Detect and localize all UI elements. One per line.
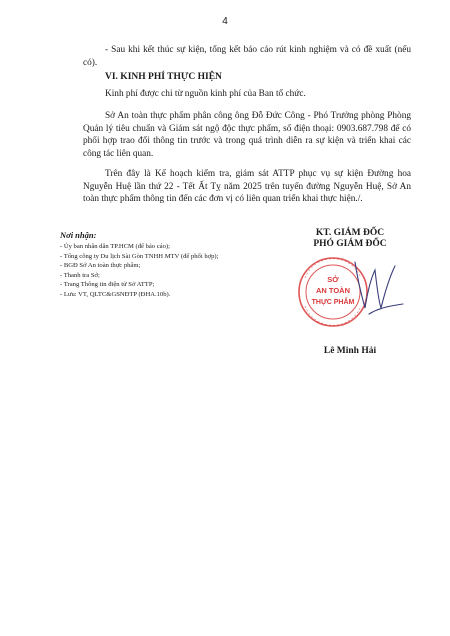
recipients-block xyxy=(60,230,290,300)
seal-text-line: AN TOÀN xyxy=(315,286,351,295)
signature-title-block xyxy=(290,228,410,249)
recipient-item: - Tổng công ty Du lịch Sài Gòn TNHH MTV (để phối hợp); xyxy=(60,252,219,260)
recipients-list xyxy=(60,242,290,300)
recipient-item: - Trang Thông tin điện tử Sở ATTP; xyxy=(60,281,155,289)
handwritten-signature xyxy=(355,262,403,314)
signature-title-line1: KT. GIÁM ĐỐC xyxy=(315,228,385,238)
recipient-item: - Thanh tra Sở; xyxy=(60,271,100,279)
signer-name: Lê Minh Hải xyxy=(323,346,377,356)
recipient-item: - Ủy ban nhân dân TP.HCM (để báo cáo); xyxy=(60,243,170,250)
official-seal-and-signature xyxy=(293,248,413,338)
seal-text-line: THỰC PHẨM xyxy=(311,299,355,306)
paragraph-after-event: - Sau khi kết thúc sự kiện, tổng kết báo cáo rút kinh nghiệm và có đề xuất (nếu có). xyxy=(83,45,411,68)
paragraph-funding: Kinh phí được chi từ nguồn kinh phí của Ban tổ chức. xyxy=(105,89,306,99)
recipient-item: - BGĐ Sở An toàn thực phẩm; xyxy=(60,262,141,270)
section-heading: VI. KINH PHÍ THỰC HIỆN xyxy=(105,72,222,82)
paragraph-assignment: Sở An toàn thực phẩm phân công ông Đỗ Đức Công - Phó Trưởng phòng Phòng Quản lý tiêu chuẩn và Giám sát ngộ độc thực phẩm, số điện thoại: 0903.687.798 để có phối hợp trao đổi thông tin trước và trong quá trình diễn ra sự kiện và triển khai các công tác liên quan. xyxy=(83,111,411,159)
recipients-title: Nơi nhận: xyxy=(60,230,97,240)
signature-title-line2: PHÓ GIÁM ĐỐC xyxy=(313,239,387,249)
seal-text-line: SỞ xyxy=(327,275,339,284)
page-number: 4 xyxy=(222,16,228,27)
seal-stamp-icon xyxy=(293,248,413,338)
recipient-item: - Lưu: VT, QLTC&GSNĐTP (ĐHA.10b). xyxy=(60,290,171,298)
paragraph-closing: Trên đây là Kế hoạch kiểm tra, giám sát ATTP phục vụ sự kiện Đường hoa Nguyễn Huệ lần thứ 22 - Tết Ất Tỵ năm 2025 trên tuyến đường Nguyễn Huệ, Sở An toàn thực phẩm thông tin đến các đơn vị có liên quan triển khai thực hiện./. xyxy=(83,169,411,204)
